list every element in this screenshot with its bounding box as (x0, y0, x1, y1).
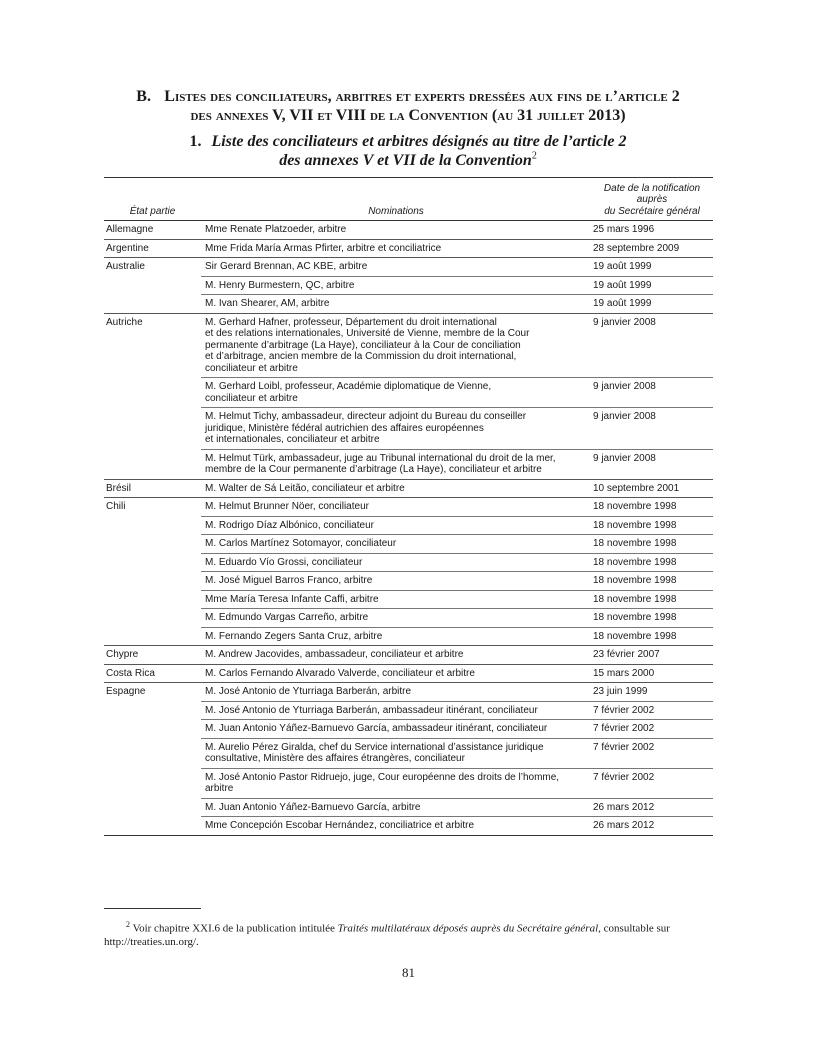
page-number: 81 (402, 965, 415, 980)
column-header-state: État partie (129, 205, 176, 217)
table-row (104, 553, 713, 572)
cell-date: 19 août 1999 (591, 295, 713, 314)
cell-date: 19 août 1999 (591, 276, 713, 295)
nomination-line: consultative, Ministère des affaires étrangères, conciliateur (205, 753, 465, 764)
table-row (104, 646, 713, 665)
cell-nomination: Mme Renate Platzoeder, arbitre (205, 224, 347, 235)
table-row (104, 221, 713, 240)
table-row (104, 701, 713, 720)
cell-state: Brésil (104, 479, 201, 498)
nomination-line: arbitre (205, 783, 234, 794)
nomination-line: et d’arbitrage, ancien membre de la Commission du droit international, (205, 351, 517, 362)
footnote-text-after: consultable sur http://treaties.un.org/. (104, 922, 670, 949)
cell-state: Allemagne (106, 224, 154, 235)
table-row (104, 313, 713, 378)
table-row (104, 817, 713, 836)
table-row (104, 609, 713, 628)
cell-date: 15 mars 2000 (591, 664, 713, 683)
cell-date: 7 février 2002 (591, 768, 713, 798)
cell-nomination: Mme María Teresa Infante Caffi, arbitre (201, 590, 591, 609)
nomination-line: et des relations internationales, Université de Vienne, membre de la Cour (205, 328, 530, 339)
cell-nomination: M. Carlos Fernando Alvarado Valverde, conciliateur et arbitre (201, 664, 591, 683)
cell-date: 23 juin 1999 (591, 683, 713, 702)
cell-date: 9 janvier 2008 (591, 313, 713, 378)
nomination-line: conciliateur et arbitre (205, 392, 298, 404)
column-header-date (591, 178, 713, 221)
nomination-line: et internationales, conciliateur et arbitre (205, 434, 380, 445)
nomination-line: M. Gerhard Loibl, professeur, Académie diplomatique de Vienne, (205, 381, 492, 392)
table-row (104, 798, 713, 817)
nomination-line: M. Gerhard Hafner, professeur, Département du droit international (205, 316, 497, 328)
table-row (104, 258, 713, 277)
cell-date: 18 novembre 1998 (591, 516, 713, 535)
nomination-line: juridique, Ministère fédéral autrichien des affaires européennes (205, 422, 484, 434)
cell-state: Espagne (104, 683, 201, 702)
subsection-title-line-2: des annexes V et VII de la Convention (279, 152, 532, 169)
cell-date: 26 mars 2012 (591, 817, 713, 836)
table-row (104, 683, 713, 702)
cell-state (104, 378, 201, 408)
cell-date: 7 février 2002 (591, 701, 713, 720)
cell-state: Autriche (104, 313, 201, 378)
table-row (104, 535, 713, 554)
cell-nomination: M. José Antonio de Yturriaga Barberán, arbitre (201, 683, 591, 702)
cell-state (104, 553, 201, 572)
cell-state (104, 817, 201, 836)
cell-date: 26 mars 2012 (591, 798, 713, 817)
cell-state (104, 768, 201, 798)
table-row (104, 295, 713, 314)
cell-state: Chypre (104, 646, 201, 665)
table-row (104, 408, 713, 450)
table-row (104, 378, 713, 408)
table-row (104, 498, 713, 517)
cell-nomination: M. José Miguel Barros Franco, arbitre (201, 572, 591, 591)
cell-state: Costa Rica (104, 664, 201, 683)
cell-nomination: Mme Concepción Escobar Hernández, conciliatrice et arbitre (201, 817, 591, 836)
table-row (104, 479, 713, 498)
nomination-line: permanente d’arbitrage (La Haye), conciliateur à la Cour de conciliation (205, 339, 521, 351)
cell-nomination (201, 449, 591, 479)
cell-nomination (201, 768, 591, 798)
cell-date: 19 août 1999 (591, 258, 713, 277)
footnote-divider (104, 908, 201, 909)
cell-date: 18 novembre 1998 (591, 572, 713, 591)
cell-state (104, 572, 201, 591)
footnote-publication-title: Traités multilatéraux déposés auprès du Secrétaire général, (337, 922, 601, 935)
cell-nomination: M. Carlos Martínez Sotomayor, conciliateur (201, 535, 591, 554)
cell-date: 9 janvier 2008 (591, 408, 713, 450)
table-header-row (104, 178, 713, 221)
cell-state (104, 627, 201, 646)
cell-nomination: M. José Antonio de Yturriaga Barberán, ambassadeur itinérant, conciliateur (201, 701, 591, 720)
table-row (104, 627, 713, 646)
cell-state (104, 408, 201, 450)
subsection-title-line-1: Liste des conciliateurs et arbitres désignés au titre de l’article 2 (211, 133, 627, 150)
section-heading (104, 87, 712, 125)
cell-date: 7 février 2002 (591, 738, 713, 768)
nomination-line: M. Aurelio Pérez Giralda, chef du Service international d’assistance juridique (205, 741, 544, 753)
nomination-line: conciliateur et arbitre (205, 362, 298, 374)
table-row (104, 720, 713, 739)
cell-nomination (201, 738, 591, 768)
cell-nomination: M. Juan Antonio Yáñez-Barnuevo García, ambassadeur itinérant, conciliateur (201, 720, 591, 739)
cell-date: 18 novembre 1998 (591, 498, 713, 517)
cell-nomination: M. Walter de Sá Leitão, conciliateur et arbitre (201, 479, 591, 498)
cell-nomination: M. Juan Antonio Yáñez-Barnuevo García, arbitre (201, 798, 591, 817)
cell-state: Argentine (104, 239, 201, 258)
cell-state (104, 798, 201, 817)
cell-state (104, 720, 201, 739)
cell-date: 18 novembre 1998 (591, 590, 713, 609)
cell-nomination: M. Rodrigo Díaz Albónico, conciliateur (201, 516, 591, 535)
cell-state (104, 516, 201, 535)
cell-date: 18 novembre 1998 (591, 553, 713, 572)
cell-state (104, 738, 201, 768)
table-row (104, 590, 713, 609)
cell-date: 25 mars 1996 (593, 224, 655, 235)
section-title-line-2: des annexes V, VII et VIII de la Convention (au 31 juillet 2013) (190, 107, 626, 124)
cell-date: 18 novembre 1998 (591, 609, 713, 628)
column-header-nominations: Nominations (368, 205, 424, 217)
cell-date: 9 janvier 2008 (591, 449, 713, 479)
footnote (104, 918, 713, 950)
footnote-number: 2 (126, 920, 130, 929)
table-row (104, 516, 713, 535)
table-row (104, 239, 713, 258)
cell-nomination: M. Eduardo Vío Grossi, conciliateur (201, 553, 591, 572)
cell-nomination (201, 408, 591, 450)
table-row (104, 768, 713, 798)
subsection-number: 1. (189, 133, 202, 150)
cell-nomination (201, 378, 591, 408)
cell-state (104, 449, 201, 479)
cell-state (104, 701, 201, 720)
cell-nomination: M. Andrew Jacovides, ambassadeur, conciliateur et arbitre (201, 646, 591, 665)
cell-state (104, 295, 201, 314)
section-letter: B. (136, 88, 151, 105)
table-row (104, 738, 713, 768)
cell-nomination: M. Edmundo Vargas Carreño, arbitre (201, 609, 591, 628)
table-body (104, 221, 713, 836)
cell-date: 18 novembre 1998 (591, 627, 713, 646)
cell-state (104, 535, 201, 554)
nomination-line: M. José Antonio Pastor Ridruejo, juge, Cour européenne des droits de l’homme, (205, 771, 560, 783)
nominations-table (104, 177, 713, 836)
column-header-date-line-2: auprès (636, 194, 668, 205)
cell-nomination: M. Henry Burmestern, QC, arbitre (201, 276, 591, 295)
column-header-date-line-1: Date de la notification (603, 182, 701, 194)
cell-nomination: Mme Frida María Armas Pfirter, arbitre et conciliatrice (201, 239, 591, 258)
cell-nomination (201, 313, 591, 378)
cell-date: 28 septembre 2009 (591, 239, 713, 258)
table-row (104, 664, 713, 683)
table-row (104, 572, 713, 591)
cell-state: Australie (104, 258, 201, 277)
cell-date: 7 février 2002 (591, 720, 713, 739)
nomination-line: M. Helmut Tichy, ambassadeur, directeur adjoint du Bureau du conseiller (205, 411, 527, 422)
cell-nomination: M. Fernando Zegers Santa Cruz, arbitre (201, 627, 591, 646)
table-row (104, 449, 713, 479)
column-header-date-line-3: du Secrétaire général (604, 205, 700, 217)
subsection-heading (104, 132, 712, 170)
cell-state: Chili (104, 498, 201, 517)
table-row (104, 276, 713, 295)
section-title-line-1: Listes des conciliateurs, arbitres et experts dressées aux fins de l’article 2 (164, 88, 680, 105)
nomination-line: M. Helmut Türk, ambassadeur, juge au Tribunal international du droit de la mer, (205, 452, 556, 464)
cell-date: 18 novembre 1998 (591, 535, 713, 554)
cell-state (104, 276, 201, 295)
cell-date: 9 janvier 2008 (591, 378, 713, 408)
cell-state (104, 590, 201, 609)
cell-nomination: M. Ivan Shearer, AM, arbitre (201, 295, 591, 314)
cell-date: 23 février 2007 (591, 646, 713, 665)
cell-nomination: M. Helmut Brunner Nöer, conciliateur (201, 498, 591, 517)
cell-date: 10 septembre 2001 (591, 479, 713, 498)
nomination-line: membre de la Cour permanente d’arbitrage (La Haye), conciliateur et arbitre (205, 464, 542, 475)
cell-nomination: Sir Gerard Brennan, AC KBE, arbitre (201, 258, 591, 277)
footnote-text-before: Voir chapitre XXI.6 de la publication intitulée (132, 922, 335, 935)
footnote-reference: 2 (531, 150, 537, 162)
cell-state (104, 609, 201, 628)
